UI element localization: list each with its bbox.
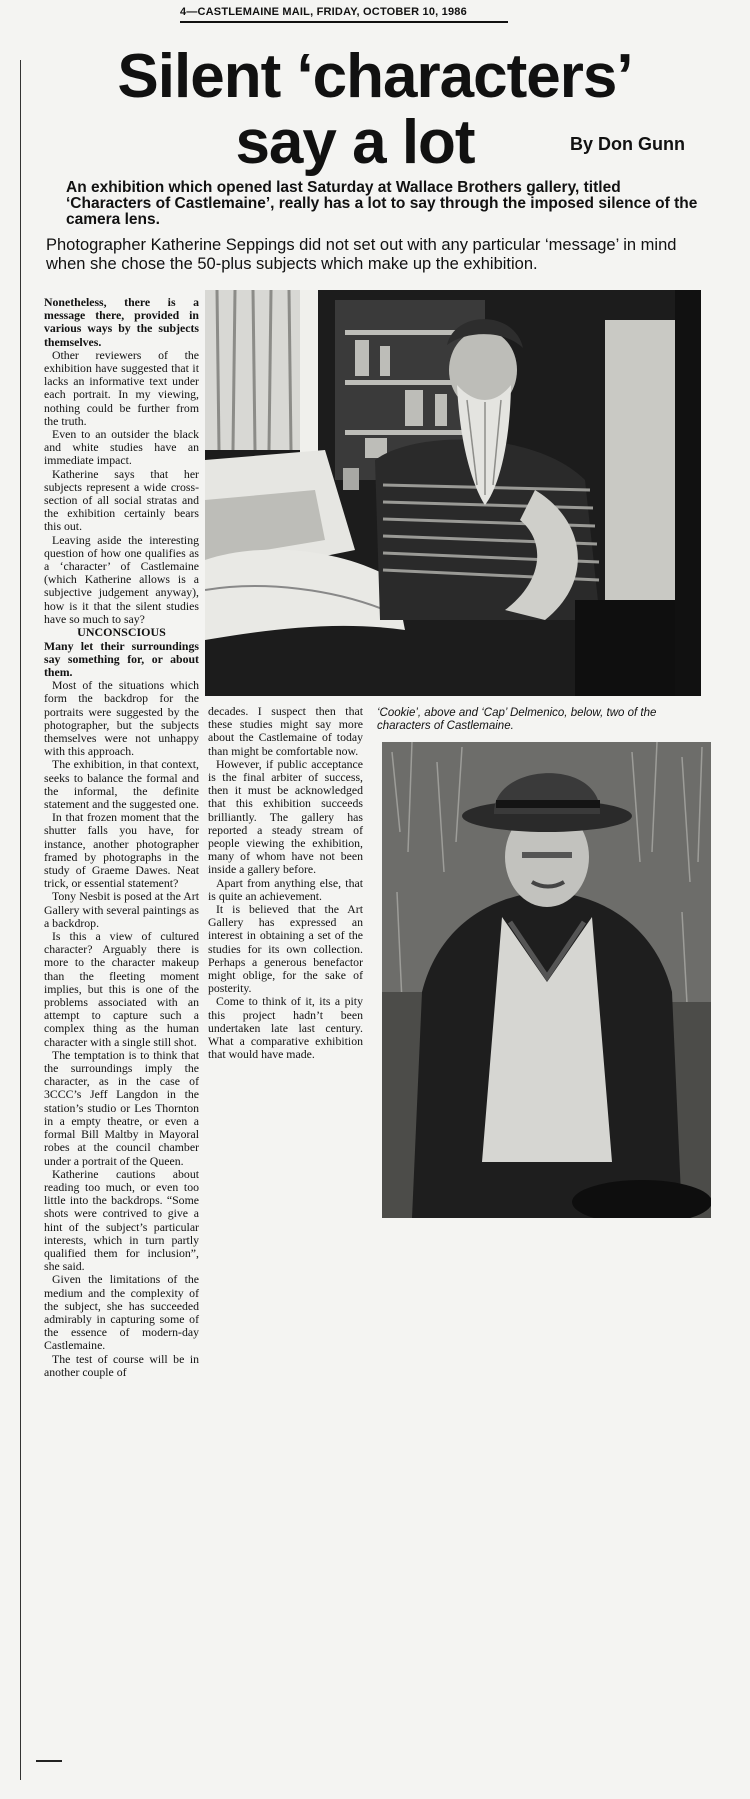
photo-cap-delmenico	[382, 742, 711, 1218]
column-rule	[20, 60, 21, 1780]
crosshead: UNCONSCIOUS	[77, 625, 166, 640]
photo-cap-delmenico-image	[382, 742, 711, 1218]
paragraph: Leaving aside the interesting question of how one qualifies as a ‘character’ of Castlemaine (which Katherine allows is a subjective judgement anyway), how is it that the silent studies have so much to say?	[44, 532, 199, 626]
paragraph: Apart from anything else, that is quite an achievement.	[208, 875, 363, 903]
byline: By Don Gunn	[570, 134, 685, 154]
paragraph: Nonetheless, there is a message there, provided in various ways by the subjects themselves.	[44, 295, 199, 349]
end-mark	[36, 1760, 62, 1762]
photo-caption: ‘Cookie’, above and ‘Cap’ Delmenico, below, two of the characters of Castlemaine.	[377, 707, 657, 732]
paragraph: The test of course will be in another couple of	[44, 1351, 199, 1379]
paragraph: Is this a view of cultured character? Arguably there is more to the character makeup than the fleeting moment implies, but this is one of the problems associated with an attempt to capture such a complex thing as the human character with a single still shot.	[44, 929, 199, 1049]
photo-cookie-image	[205, 290, 701, 696]
article-column-1	[44, 296, 199, 1379]
paragraph: Katherine says that her subjects represent a wide cross-section of all social stratas and the exhibition certainly bears this out.	[44, 466, 199, 534]
headline-line-2: say a lot	[235, 108, 475, 177]
paragraph: Come to think of it, its a pity this project hadn’t been undertaken late last century. What a comparative exhibition that would have made.	[208, 994, 363, 1062]
paragraph: The temptation is to think that the surroundings imply the character, as in the case of 3CCC’s Jeff Langdon in the station’s studio or Les Thornton in a empty theatre, or even a formal Bill Maltby in Mayoral robes at the council chamber under a portrait of the Queen.	[44, 1047, 199, 1168]
paragraph: Many let their surroundings say something for, or about them.	[44, 638, 199, 679]
paragraph: Given the limitations of the medium and the complexity of the subject, she has succeeded admirably in capturing some of the essence of modern-day Castlemaine.	[44, 1272, 199, 1353]
headline	[30, 44, 720, 176]
paragraph: Tony Nesbit is posed at the Art Gallery with several paintings as a backdrop.	[44, 889, 199, 930]
paragraph: However, if public acceptance is the final arbiter of success, then it must be acknowledged that this exhibition succeeds brilliantly. The gallery has reported a steady stream of people viewing the exhibition, many of whom have not been inside a gallery before.	[208, 756, 363, 877]
photo-cookie	[205, 290, 701, 696]
paragraph: In that frozen moment that the shutter falls you have, for instance, another photographer framed by photographs in the study of Graeme Dawes. Neat trick, or essential statement?	[44, 810, 199, 891]
article-column-2	[208, 705, 363, 1061]
paragraph: The exhibition, in that context, seeks to balance the formal and the informal, the definite statement and the suggested one.	[44, 757, 199, 812]
standfirst: An exhibition which opened last Saturday at Wallace Brothers gallery, titled ‘Characters of Castlemaine’, really has a lot to say through the imposed silence of the camera lens.	[66, 179, 698, 228]
headline-line-1: Silent ‘characters’	[117, 42, 633, 111]
paragraph: Most of the situations which form the backdrop for the portraits were suggested by the photographer, but the subjects themselves were not unhappy with this approach.	[44, 678, 199, 759]
paragraph: Katherine cautions about reading too much, or even too little into the backdrops. “Some shots were contrived to give a hint of the subject’s particular interests, which in turn partly qualified them for inclusion”, she said.	[44, 1166, 199, 1274]
folio-line: 4—CASTLEMAINE MAIL, FRIDAY, OCTOBER 10, 1986	[180, 6, 467, 18]
paragraph: It is believed that the Art Gallery has expressed an interest in obtaining a set of the studies for its own collection. Perhaps a generous benefactor might oblige, for the sake of posterity.	[208, 902, 363, 996]
paragraph: decades. I suspect then that these studies might say more about the Castlemaine of today than might be comfortable now.	[208, 704, 363, 758]
paragraph: Even to an outsider the black and white studies have an immediate impact.	[44, 427, 199, 468]
paragraph: Other reviewers of the exhibition have suggested that it lacks an informative text under each portrait. In my viewing, nothing could be further from the truth.	[44, 347, 199, 428]
folio-rule	[180, 21, 508, 23]
intro-paragraph: Photographer Katherine Seppings did not set out with any particular ‘message’ in mind when she chose the 50-plus subjects which make up the exhibition.	[46, 236, 677, 273]
